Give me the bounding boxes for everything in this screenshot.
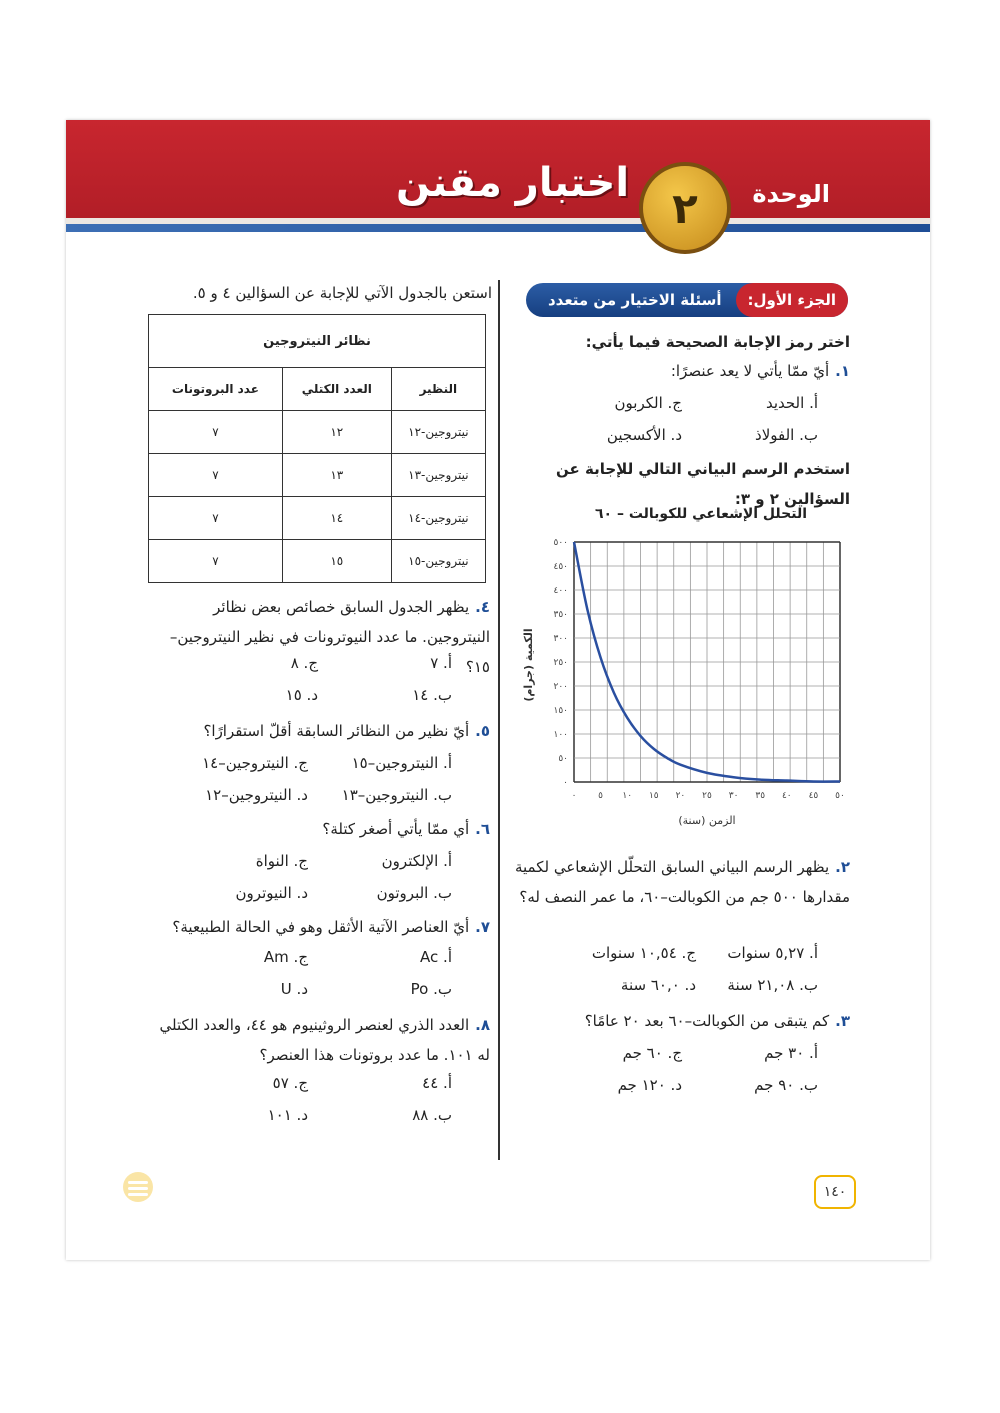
table-row: [149, 540, 486, 583]
q1-option-c[interactable]: ج. الكربون: [614, 394, 682, 412]
x-tick-label: ٠: [571, 791, 577, 801]
question-1: [526, 356, 850, 386]
q3-option-d[interactable]: د. ١٢٠ جم: [617, 1076, 682, 1094]
table-row: [149, 497, 486, 540]
y-tick-label: ٣٥٠: [553, 610, 568, 620]
decay-chart: [514, 530, 850, 830]
page-number: ١٤٠: [814, 1175, 856, 1209]
x-tick-label: ١٥: [648, 791, 659, 801]
y-tick-label: ٢٥٠: [553, 658, 568, 668]
q5-option-c[interactable]: ج. النيتروجين–١٤: [202, 754, 308, 772]
page-title: اختبار مقنن: [396, 160, 630, 206]
q2-option-c[interactable]: ج. ١٠,٥٤ سنوات: [591, 944, 696, 962]
x-tick-label: ٢٠: [675, 791, 686, 801]
q1-option-d[interactable]: د. الأكسجين: [606, 426, 682, 444]
q6-option-a[interactable]: أ. الإلكترون: [381, 852, 452, 870]
question-3: [510, 1006, 850, 1036]
q8-option-d[interactable]: د. ١٠١: [267, 1106, 308, 1124]
table-row: [149, 454, 486, 497]
x-tick-label: ٣٠: [728, 791, 739, 801]
x-tick-label: ٥: [598, 791, 604, 801]
table-cell: ١٣: [282, 454, 391, 497]
table-cell: نيتروجين-١٣: [391, 454, 485, 497]
y-tick-label: ٤٥٠: [553, 562, 568, 572]
question-text: كم يتبقى من الكوبالت–٦٠ بعد ٢٠ عامًا؟: [584, 1012, 830, 1030]
table-cell: ٧: [149, 454, 283, 497]
table-caption: نظائر النيتروجين: [149, 315, 486, 368]
q8-option-c[interactable]: ج. ٥٧: [272, 1074, 308, 1092]
question-text: أيّ نظير من النظائر السابقة أقلّ استقرارًا؟: [203, 722, 470, 740]
table-row: [149, 411, 486, 454]
part-title: أسئلة الاختيار من متعدد: [547, 291, 722, 309]
question-text: العدد الذري لعنصر الروثينيوم هو ٤٤، والعدد الكتلي له ١٠١. ما عدد بروتونات هذا العنصر؟: [159, 1016, 490, 1064]
q5-option-b[interactable]: ب. النيتروجين–١٣: [341, 786, 452, 804]
y-tick-label: ١٠٠: [553, 730, 568, 740]
question-8: [146, 1010, 490, 1070]
table-cell: ٧: [149, 497, 283, 540]
x-tick-labels: [572, 791, 845, 801]
question-5: [146, 716, 490, 746]
x-axis-label: الزمن (سنة): [678, 814, 736, 827]
question-text: يظهر الجدول السابق خصائص بعض نظائر النيتروجين. ما عدد النيوترونات في نظير النيتروجين–١٥؟: [169, 598, 490, 676]
table-intro: استعن بالجدول الآتي للإجابة عن السؤالين ٤ و ٥.: [192, 284, 492, 302]
q4-option-d[interactable]: د. ١٥: [285, 686, 318, 704]
q5-option-d[interactable]: د. النيتروجين–١٢: [205, 786, 308, 804]
unit-label: الوحدة: [752, 180, 830, 208]
x-tick-label: ٢٥: [702, 791, 712, 801]
question-number: ٥.: [475, 722, 490, 740]
y-tick-label: ٤٠٠: [553, 586, 568, 596]
graph-intro: استخدم الرسم البياني التالي للإجابة عن السؤالين ٢ و ٣:: [556, 460, 850, 508]
table-header: عدد البروتونات: [149, 368, 283, 411]
table-cell: ١٢: [282, 411, 391, 454]
question-text: أيّ العناصر الآتية الأثقل وهو في الحالة الطبيعية؟: [172, 918, 470, 936]
table-cell: نيتروجين-١٤: [391, 497, 485, 540]
q1-option-b[interactable]: ب. الفولاذ: [755, 426, 818, 444]
textbook-page: [66, 120, 930, 1260]
x-tick-label: ٤٠: [781, 791, 792, 801]
question-number: ٢.: [835, 858, 850, 876]
x-tick-label: ٤٥: [808, 791, 819, 801]
table-cell: ٧: [149, 540, 283, 583]
chart-title: التحلل الإشعاعي للكوبالت – ٦٠: [594, 506, 808, 522]
q2-option-b[interactable]: ب. ٢١,٠٨ سنة: [727, 976, 818, 994]
q5-option-a[interactable]: أ. النيتروجين–١٥: [351, 754, 452, 772]
q6-option-b[interactable]: ب. البروتون: [376, 884, 452, 902]
instructions: اختر رمز الإجابة الصحيحة فيما يأتي:: [585, 333, 850, 351]
question-7: [146, 912, 490, 942]
table-cell: نيتروجين-١٢: [391, 411, 485, 454]
column-divider: [498, 280, 500, 1160]
y-axis-label: الكمية (جرام): [522, 628, 535, 702]
table-header: العدد الكتلي: [282, 368, 391, 411]
table-cell: ١٥: [282, 540, 391, 583]
y-tick-labels: [553, 538, 568, 788]
publisher-logo-icon: [118, 1165, 158, 1205]
q7-option-c[interactable]: ج. Am: [263, 948, 308, 966]
y-tick-label: ٥٠٠: [553, 538, 568, 548]
question-number: ٦.: [475, 820, 490, 838]
isotope-table: [148, 314, 486, 583]
x-tick-label: ٣٥: [755, 791, 766, 801]
banner-stripe: [66, 224, 930, 232]
table-cell: نيتروجين-١٥: [391, 540, 485, 583]
y-tick-label: ٠: [563, 778, 568, 788]
table-header: النظير: [391, 368, 485, 411]
y-tick-label: ٥٠: [558, 754, 568, 764]
part-number: الجزء الأول:: [736, 283, 848, 317]
question-number: ٣.: [835, 1012, 850, 1030]
q3-option-c[interactable]: ج. ٦٠ جم: [622, 1044, 682, 1062]
q7-option-a[interactable]: أ. Ac: [420, 948, 452, 966]
question-number: ١.: [835, 362, 850, 380]
chart-grid: [574, 542, 840, 782]
q7-option-d[interactable]: د. U: [280, 980, 308, 998]
q3-option-a[interactable]: أ. ٣٠ جم: [764, 1044, 818, 1062]
q1-option-a[interactable]: أ. الحديد: [765, 394, 818, 412]
q4-option-b[interactable]: ب. ١٤: [412, 686, 452, 704]
question-2: [510, 852, 850, 912]
x-tick-label: ٥٠: [835, 791, 845, 801]
q8-option-a[interactable]: أ. ٤٤: [422, 1074, 452, 1092]
header-banner: [66, 120, 930, 224]
question-text: أيّ ممّا يأتي لا يعد عنصرًا:: [670, 362, 830, 380]
table-cell: ١٤: [282, 497, 391, 540]
x-tick-label: ١٠: [622, 791, 633, 801]
y-tick-label: ٣٠٠: [553, 634, 568, 644]
unit-number-badge: ٢: [639, 162, 731, 254]
question-text: يظهر الرسم البياني السابق التحلّل الإشعاعي لكمية مقدارها ٥٠٠ جم من الكوبالت–٦٠، ما عمر النصف له؟: [514, 858, 850, 906]
q6-option-c[interactable]: ج. النواة: [255, 852, 308, 870]
question-text: أي ممّا يأتي أصغر كتلة؟: [322, 820, 470, 838]
question-6: [146, 814, 490, 844]
q6-option-d[interactable]: د. النيوترون: [235, 884, 308, 902]
q8-option-b[interactable]: ب. ٨٨: [412, 1106, 452, 1124]
q3-option-b[interactable]: ب. ٩٠ جم: [754, 1076, 818, 1094]
question-number: ٨.: [475, 1016, 490, 1034]
q4-option-a[interactable]: أ. ٧: [430, 654, 452, 672]
part-heading: [526, 283, 848, 317]
q4-option-c[interactable]: ج. ٨: [290, 654, 318, 672]
q7-option-b[interactable]: ب. Po: [410, 980, 452, 998]
table-cell: ٧: [149, 411, 283, 454]
y-tick-label: ٢٠٠: [553, 682, 568, 692]
question-number: ٤.: [475, 598, 490, 616]
q2-option-a[interactable]: أ. ٥,٢٧ سنوات: [727, 944, 818, 962]
question-number: ٧.: [475, 918, 490, 936]
y-tick-label: ١٥٠: [553, 706, 568, 716]
q2-option-d[interactable]: د. ٦٠,٠ سنة: [620, 976, 696, 994]
